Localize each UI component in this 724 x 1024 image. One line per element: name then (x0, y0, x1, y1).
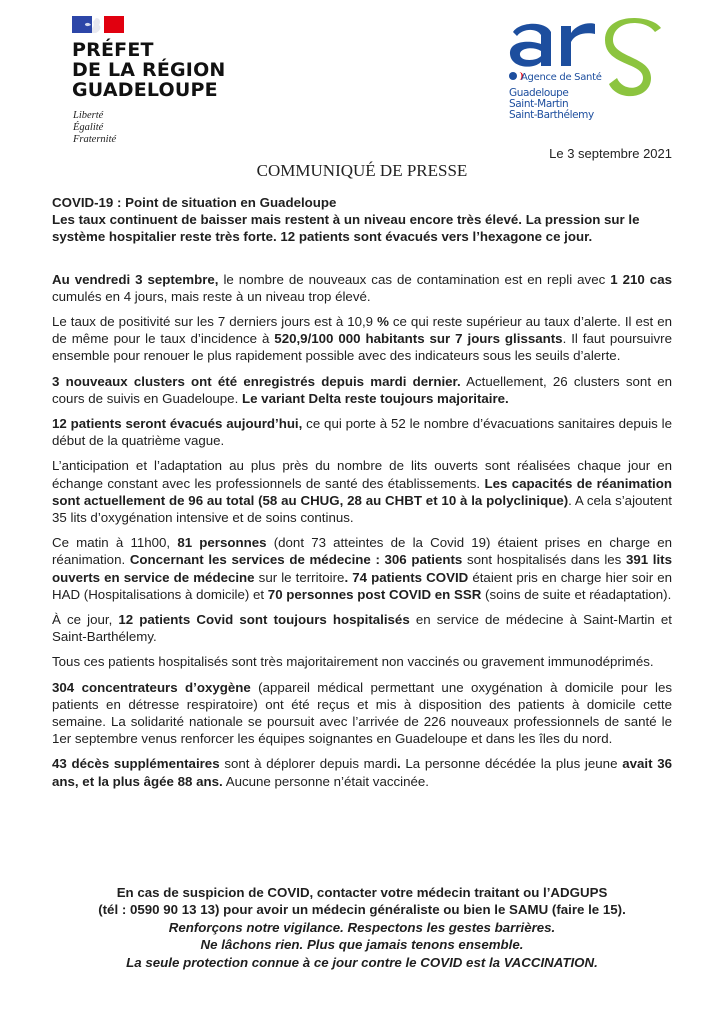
footer-line: En cas de suspicion de COVID, contacter votre médecin traitant ou l’ADGUPS (116, 885, 608, 900)
body-paragraph (52, 653, 672, 670)
paragraph-text: L’anticipation et l’adaptation au plus près du nombre de lits ouverts sont réalisées chaque jour en échange constant avec les professionnels de santé des établissements. (52, 458, 672, 491)
footer-line: (tél : 0590 90 13 13) pour avoir un médecin généraliste ou bien le SAMU (faire le 15). (98, 902, 626, 918)
press-release-date: Le 3 septembre 2021 (549, 146, 672, 161)
paragraph-text: en service de médecine à Saint-Martin et Saint-Barthélemy. (52, 612, 672, 645)
emphasis-text: . 74 patients COVID (344, 569, 469, 585)
lead-text: Les taux continuent de baisser mais restent à un niveau encore très élevé. La pression sur le système hospitalier reste très forte. 12 patients sont évacués vers l’hexagone ce jour. (52, 212, 640, 245)
paragraph-text: Aucune personne n’était vaccinée. (222, 773, 429, 789)
ars-region-line: Guadeloupe (509, 87, 569, 99)
paragraph-text: Tous ces patients hospitalisés sont très majoritairement non vaccinés ou gravement immunodéprimés. (52, 654, 654, 670)
footer-line: Ne lâchons rien. Plus que jamais tenons ensemble. (200, 937, 524, 953)
paragraph-text: À ce jour, (52, 612, 119, 628)
prefet-title (72, 40, 226, 100)
footer-line: La seule protection connue à ce jour contre le COVID est la VACCINATION. (126, 954, 598, 970)
paragraph-text: ce qui porte à 52 le nombre d’évacuations sanitaires depuis le début de la quatrième vague. (52, 416, 672, 449)
body-paragraph (52, 271, 672, 305)
paragraph-text: ce qui reste supérieur au taux d’alerte. Il est en de même pour le taux d’incidence à (52, 314, 672, 347)
paragraph-text: étaient pris en charge hier soir en HAD (Hospitalisations à domicile) et (52, 569, 673, 602)
lead-headline: COVID-19 : Point de situation en Guadeloupe (52, 195, 337, 210)
marianne-flag-logo (72, 16, 124, 33)
body-paragraph (52, 313, 672, 365)
paragraph-text: sont hospitalisés dans les (462, 552, 626, 568)
ars-agence-label: Agence de Santé (521, 72, 602, 83)
emphasis-text: 12 patients Covid sont toujours hospitalisés (118, 612, 410, 628)
paragraph-text: . A cela s’ajoutent 35 lits d’oxygénation intensive et de soins continus. (52, 492, 672, 526)
emphasis-text: 1 210 cas (610, 271, 672, 287)
motto-line: Fraternité (73, 134, 117, 145)
emphasis-text: 12 patients seront évacués aujourd’hui, (52, 416, 303, 432)
paragraph-text: Ce matin à 11h00, (52, 535, 178, 551)
paragraph-text: (dont 73 atteintes de la Covid 19) étaient prises en charge en réanimation. (52, 535, 672, 568)
emphasis-text: 81 personnes (177, 535, 267, 551)
paragraph-text: le nombre de nouveaux cas de contamination est en repli avec (218, 271, 611, 287)
document-title: COMMUNIQUÉ DE PRESSE (256, 161, 468, 180)
emphasis-text: 70 personnes post COVID en SSR (267, 586, 482, 602)
emphasis-text: Concernant les services de médecine : 306 patients (129, 552, 463, 568)
paragraph-text: (appareil médical permettant une oxygénation à domicile pour les patients en détresse respiratoire) ont été reçus et mis à disposition des patients à domicile cette semaine. La solidarité nationale se poursuit avec l’arrivée de 226 nouveaux professionnels de santé le 1er septembre venus renforcer les équipes soignantes en Guadeloupe et dans les îles du nord. (52, 679, 673, 747)
press-release-body (52, 194, 672, 798)
body-paragraph (52, 457, 672, 526)
paragraph-text: Le taux de positivité sur les 7 derniers jours est à 10,9 (52, 314, 378, 330)
emphasis-text: Au vendredi 3 septembre, (52, 271, 219, 287)
footer-advice (40, 884, 684, 971)
body-paragraphs (52, 271, 672, 790)
body-paragraph (52, 611, 672, 645)
body-paragraph (52, 755, 672, 789)
ars-letter-s (605, 18, 661, 96)
ars-letter-r (561, 23, 595, 66)
ars-letter-a (510, 24, 551, 67)
emphasis-text: % (377, 314, 389, 330)
lead-summary (52, 194, 672, 246)
emphasis-text: 304 concentrateurs d’oxygène (52, 679, 251, 695)
ars-region-line: Saint-Barthélemy (509, 108, 594, 121)
prefet-title-line: GUADELOUPE (72, 79, 218, 101)
emphasis-text: Les capacités de réanimation sont actuellement de 96 au total (58 au CHUG, 28 au CHBT et 10 à la polyclinique) (52, 475, 672, 508)
paragraph-text: (soins de suite et réadaptation). (481, 586, 672, 602)
paragraph-text: La personne décédée la plus jeune (400, 756, 623, 772)
emphasis-text: 43 décès supplémentaires (52, 756, 220, 772)
emphasis-text: Le variant Delta reste toujours majoritaire. (241, 390, 509, 406)
body-paragraph (52, 373, 672, 407)
emphasis-text: . (396, 756, 401, 772)
body-paragraph (52, 679, 672, 748)
ars-region-line: Saint-Martin (509, 97, 569, 110)
motto-line: Égalité (73, 122, 104, 133)
ars-region-list (509, 88, 594, 120)
prefet-title-line: DE LA RÉGION (72, 59, 226, 81)
paragraph-text: . Il faut poursuivre ensemble pour renouer le plus rapidement possible avec des indicateurs sous les seuils d’alerte. (52, 331, 672, 364)
emphasis-text: 520,9/100 000 habitants sur 7 jours glissants (274, 331, 563, 347)
body-paragraph (52, 415, 672, 449)
republic-motto (73, 110, 116, 146)
paragraph-text: Actuellement, 26 clusters sont en cours de suivis en Guadeloupe. (52, 373, 672, 406)
emphasis-text: 3 nouveaux clusters ont été enregistrés depuis mardi dernier. (52, 373, 461, 389)
prefet-title-line: PRÉFET (72, 39, 154, 61)
paragraph-text: cumulés en 4 jours, mais reste à un niveau trop élevé. (52, 288, 371, 304)
motto-line: Liberté (73, 110, 104, 121)
emphasis-text: avait 36 ans, et la plus âgée 88 ans. (52, 756, 673, 789)
paragraph-text: sur le territoire (254, 569, 345, 585)
emphasis-text: 391 lits ouverts en service de médecine (52, 552, 672, 585)
body-paragraph (52, 534, 672, 603)
paragraph-text: sont à déplorer depuis mardi (219, 756, 397, 772)
footer-line: Renforçons notre vigilance. Respectons les gestes barrières. (168, 919, 556, 935)
